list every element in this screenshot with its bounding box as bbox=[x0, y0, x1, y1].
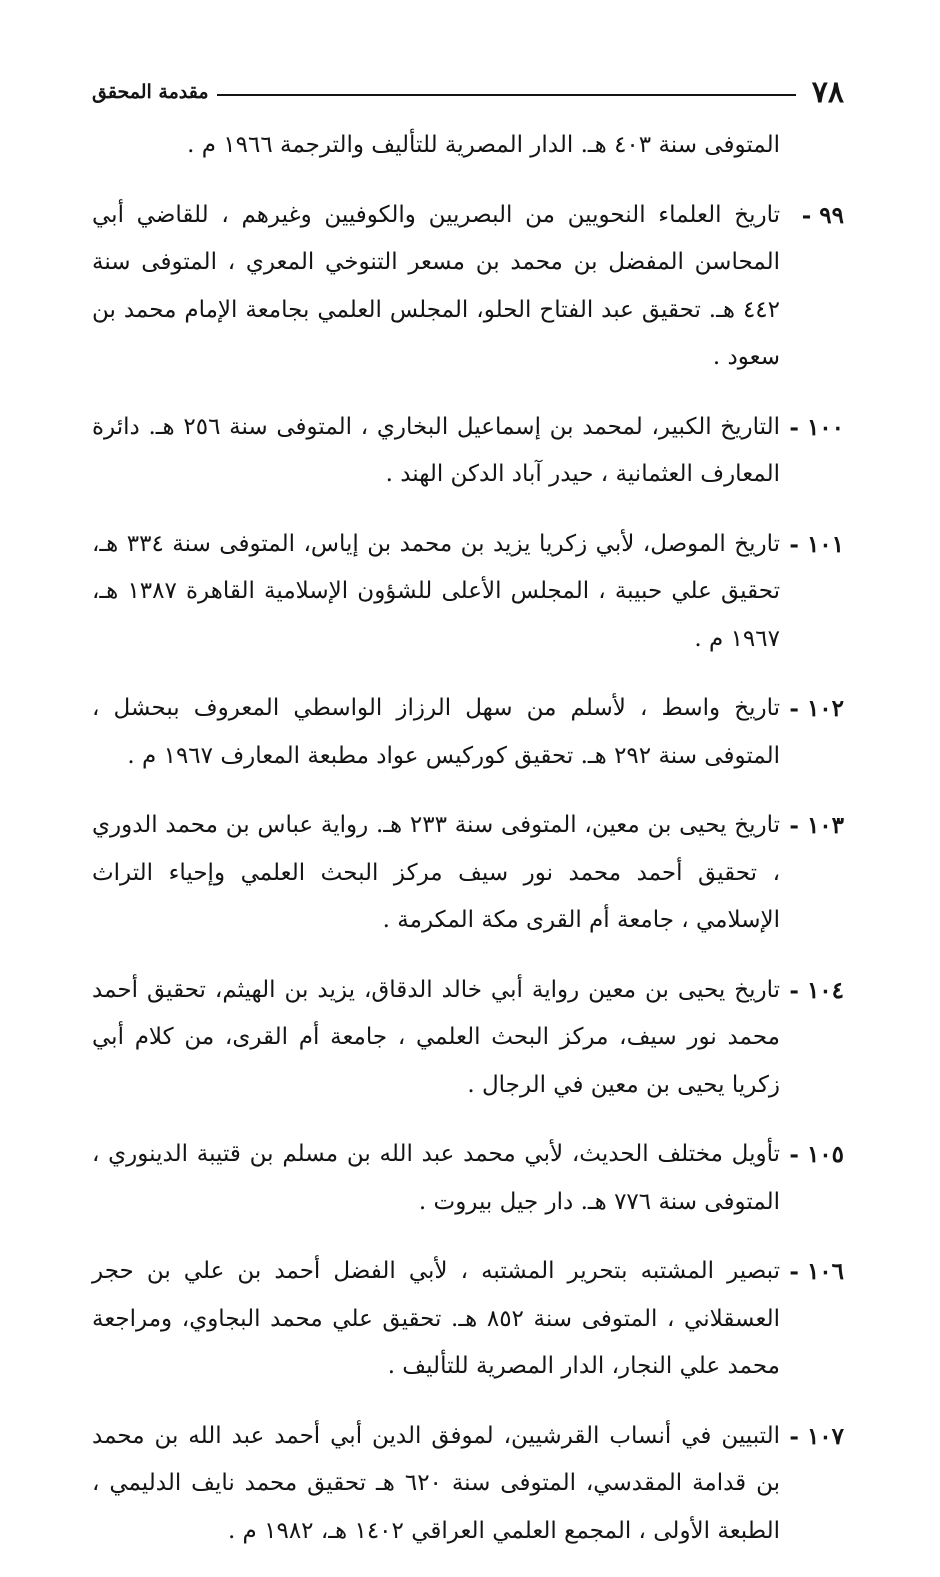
bibliography-entry bbox=[92, 192, 844, 382]
entry-number: ١٠١ - bbox=[789, 530, 844, 558]
entry-number: ١٠٤ - bbox=[789, 976, 844, 1004]
bibliography-entry bbox=[92, 802, 844, 945]
continuation-text: المتوفى سنة ٤٠٣ هـ. الدار المصرية للتأليف والترجمة ١٩٦٦ م . bbox=[187, 132, 780, 158]
entry-number: ١٠٢ - bbox=[789, 695, 844, 722]
entry-number: ١٠٥ - bbox=[789, 1141, 844, 1168]
entry-number: ٩٩ - bbox=[801, 201, 844, 229]
entry-number: ١٠٣ - bbox=[789, 812, 844, 839]
bibliography-entry bbox=[92, 1413, 844, 1556]
entry-text: التاريخ الكبير، لمحمد بن إسماعيل البخاري ، المتوفى سنة ٢٥٦ هـ. دائرة المعارف العثمانية ، حيدر آباد الدكن الهند . bbox=[92, 413, 781, 487]
page-header bbox=[92, 72, 844, 112]
entry-text: تاريخ العلماء النحويين من البصريين والكوفيين وغيرهم ، للقاضي أبي المحاسن المفضل بن محمد بن مسعر التنوخي المعري ، المتوفى سنة ٤٤٢ هـ. تحقيق عبد الفتاح الحلو، المجلس العلمي بجامعة الإمام محمد بن سعود . bbox=[92, 201, 780, 370]
page-number: ٧٨ bbox=[811, 74, 844, 110]
entry-text: تاريخ الموصل، لأبي زكريا يزيد بن محمد بن إياس، المتوفى سنة ٣٣٤ هـ، تحقيق علي حبيبة ، المجلس الأعلى للشؤون الإسلامية القاهرة ١٣٨٧ هـ، ١٩٦٧ م . bbox=[92, 530, 780, 652]
bibliography-list bbox=[92, 122, 844, 1577]
entry-text: تاريخ يحيى بن معين، المتوفى سنة ٢٣٣ هـ. رواية عباس بن محمد الدوري ، تحقيق أحمد محمد نور سيف مركز البحث العلمي وإحياء التراث الإسلامي ، جامعة أم القرى مكة المكرمة . bbox=[92, 812, 780, 933]
bibliography-entry bbox=[92, 967, 844, 1110]
entry-number: ١٠٦ - bbox=[789, 1258, 844, 1285]
bibliography-entry bbox=[92, 1131, 844, 1226]
entry-text: التبيين في أنساب القرشيين، لموفق الدين أبي أحمد عبد الله بن محمد بن قدامة المقدسي، المتوفى سنة ٦٢٠ هـ تحقيق محمد نايف الدليمي ، الطبعة الأولى ، المجمع العلمي العراقي ١٤٠٢ هـ، ١٩٨٢ م . bbox=[92, 1422, 780, 1544]
bibliography-entry bbox=[92, 404, 844, 499]
entry-number: ١٠٧ - bbox=[789, 1422, 844, 1450]
entry-number: ١٠٠ - bbox=[789, 413, 844, 441]
section-title: مقدمة المحقق bbox=[92, 81, 209, 103]
entry-text: تاريخ يحيى بن معين رواية أبي خالد الدقاق، يزيد بن الهيثم، تحقيق أحمد محمد نور سيف، مركز البحث العلمي ، جامعة أم القرى، من كلام أبي زكريا يحيى بن معين في الرجال . bbox=[92, 976, 780, 1098]
header-rule bbox=[217, 94, 796, 96]
entry-text: تأويل مختلف الحديث، لأبي محمد عبد الله بن مسلم بن قتيبة الدينوري ، المتوفى سنة ٧٧٦ هـ. دار جيل بيروت . bbox=[92, 1141, 780, 1215]
bibliography-entry bbox=[92, 1248, 844, 1391]
entry-text: تبصير المشتبه بتحرير المشتبه ، لأبي الفضل أحمد بن علي بن حجر العسقلاني ، المتوفى سنة ٨٥٢ هـ. تحقيق علي محمد البجاوي، ومراجعة محمد علي النجار، الدار المصرية للتأليف . bbox=[92, 1258, 780, 1379]
entry-text: تاريخ واسط ، لأسلم من سهل الرزاز الواسطي المعروف ببحشل ، المتوفى سنة ٢٩٢ هـ. تحقيق كوركيس عواد مطبعة المعارف ١٩٦٧ م . bbox=[92, 695, 780, 769]
bibliography-entry bbox=[92, 521, 844, 664]
bibliography-entry bbox=[92, 685, 844, 780]
